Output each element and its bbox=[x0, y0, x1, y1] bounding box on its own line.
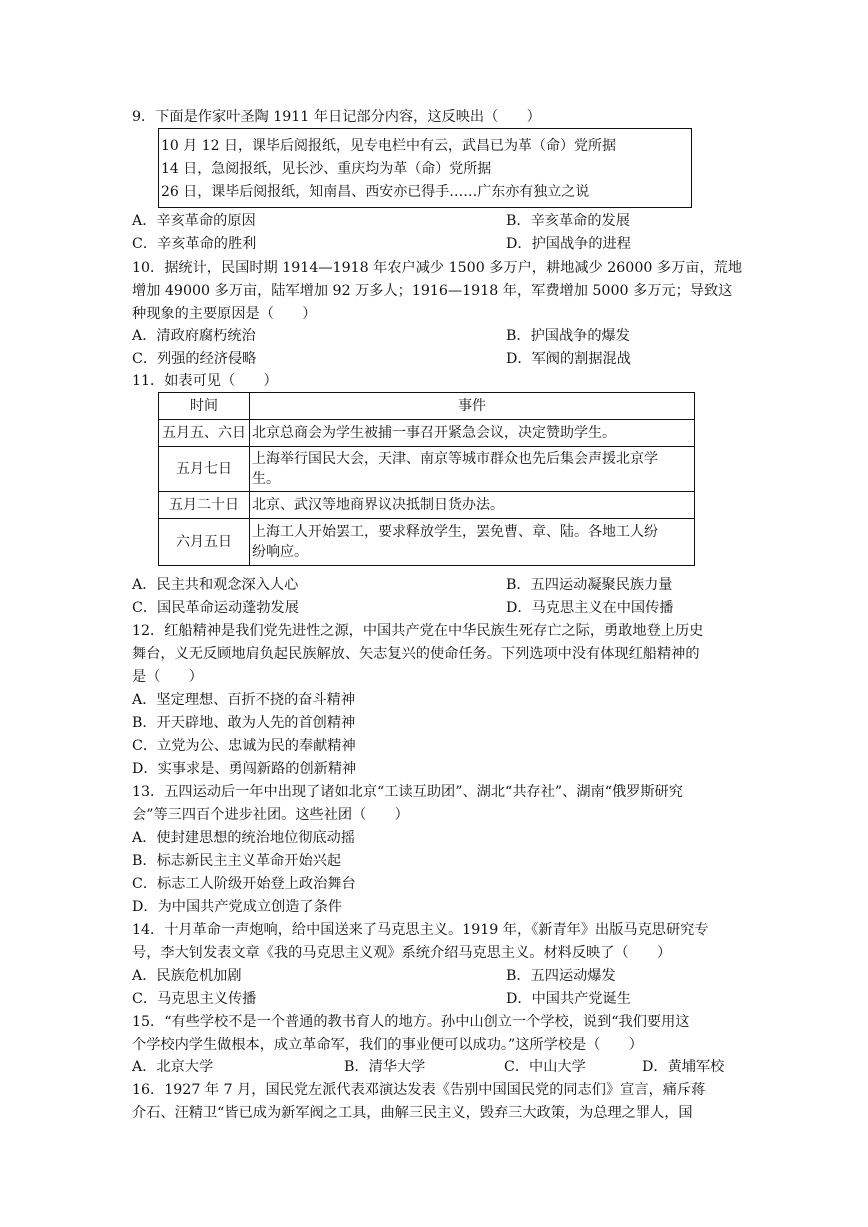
q10-option-a[interactable]: A．清政府腐朽统治 bbox=[132, 328, 256, 344]
q10-stem: 种现象的主要原因是（ ） bbox=[132, 306, 317, 322]
table-cell-event: 北京总商会为学生被捕一事召开紧急会议，决定赞助学生。 bbox=[250, 420, 695, 447]
q10-stem: 10．据统计，民国时期 1914—1918 年农户减少 1500 多万户，耕地减少 26000 多万亩，荒地 bbox=[132, 260, 743, 276]
q10-option-d[interactable]: D．军阀的割据混战 bbox=[506, 351, 631, 367]
table-header-event: 事件 bbox=[250, 393, 695, 420]
table-cell-event: 北京、武汉等地商界议决抵制日货办法。 bbox=[250, 492, 695, 519]
q13-option-c[interactable]: C．标志工人阶级开始登上政治舞台 bbox=[132, 876, 356, 892]
q10-option-b[interactable]: B．护国战争的爆发 bbox=[506, 328, 630, 344]
q12-option-b[interactable]: B．开天辟地、敢为人先的首创精神 bbox=[132, 715, 356, 731]
table-cell-time: 六月五日 bbox=[159, 519, 250, 566]
q9-quote-box bbox=[158, 128, 692, 208]
q14-option-a[interactable]: A．民族危机加剧 bbox=[132, 968, 242, 984]
q13-stem: 会”等三四百个进步社团。这些社团（ ） bbox=[132, 807, 409, 823]
q9-quote-line: 10 月 12 日，课毕后阅报纸，见专电栏中有云，武昌已为革（命）党所据 bbox=[161, 138, 616, 154]
q9-stem: 9．下面是作家叶圣陶 1911 年日记部分内容，这反映出（ ） bbox=[132, 109, 541, 125]
q9-quote-line: 14 日，急阅报纸，见长沙、重庆均为革（命）党所据 bbox=[161, 161, 492, 177]
q14-option-b[interactable]: B．五四运动爆发 bbox=[506, 968, 616, 984]
q11-events-table bbox=[158, 392, 695, 566]
table-cell-event-line: 生。 bbox=[252, 471, 280, 487]
q11-option-b[interactable]: B．五四运动凝聚民族力量 bbox=[506, 577, 673, 593]
q10-option-c[interactable]: C．列强的经济侵略 bbox=[132, 351, 257, 367]
q11-stem: 11．如表可见（ ） bbox=[132, 373, 278, 389]
table-cell-event-line: 上海举行国民大会，天津、南京等城市群众也先后集会声援北京学 bbox=[252, 451, 658, 467]
table-row bbox=[159, 420, 695, 447]
q15-option-d[interactable]: D．黄埔军校 bbox=[642, 1059, 725, 1075]
table-row bbox=[159, 519, 695, 566]
q12-option-d[interactable]: D．实事求是、勇闯新路的创新精神 bbox=[132, 761, 357, 777]
q11-option-a[interactable]: A．民主共和观念深入人心 bbox=[132, 577, 299, 593]
table-cell-event bbox=[250, 519, 695, 566]
q10-stem: 增加 49000 多万亩，陆军增加 92 万多人；1916—1918 年，军费增加 5000 多万元；导致这 bbox=[132, 283, 733, 299]
q9-option-b[interactable]: B．辛亥革命的发展 bbox=[506, 213, 630, 229]
q16-stem: 介石、汪精卫“皆已成为新军阀之工具，曲解三民主义，毁弃三大政策，为总理之罪人，国 bbox=[132, 1105, 693, 1121]
q15-option-b[interactable]: B．清华大学 bbox=[344, 1059, 426, 1075]
table-cell-event bbox=[250, 447, 695, 492]
q12-option-a[interactable]: A．坚定理想、百折不挠的奋斗精神 bbox=[132, 692, 356, 708]
table-row bbox=[159, 447, 695, 492]
q11-option-c[interactable]: C．国民革命运动蓬勃发展 bbox=[132, 600, 299, 616]
q12-stem: 舞台，义无反顾地肩负起民族解放、矢志复兴的使命任务。下列选项中没有体现红船精神的 bbox=[132, 646, 700, 662]
q12-stem: 12．红船精神是我们党先进性之源，中国共产党在中华民族生死存亡之际，勇敢地登上历史 bbox=[132, 623, 704, 639]
q12-option-c[interactable]: C．立党为公、忠诚为民的奉献精神 bbox=[132, 738, 356, 754]
q11-option-d[interactable]: D．马克思主义在中国传播 bbox=[506, 600, 674, 616]
q14-option-c[interactable]: C．马克思主义传播 bbox=[132, 991, 257, 1007]
q9-quote-line: 26 日，课毕后阅报纸，知南昌、西安亦已得手……广东亦有独立之说 bbox=[161, 184, 590, 200]
q13-option-b[interactable]: B．标志新民主主义革命开始兴起 bbox=[132, 853, 342, 869]
table-cell-time: 五月七日 bbox=[159, 447, 250, 492]
table-cell-event-line: 上海工人开始罢工，要求释放学生，罢免曹、章、陆。各地工人纷 bbox=[252, 524, 658, 540]
q13-stem: 13．五四运动后一年中出现了诸如北京“工读互助团”、湖北“共存社”、湖南“俄罗斯研究 bbox=[132, 784, 683, 800]
q9-option-c[interactable]: C．辛亥革命的胜利 bbox=[132, 236, 257, 252]
q9-option-d[interactable]: D．护国战争的进程 bbox=[506, 236, 631, 252]
q14-stem: 14．十月革命一声炮响，给中国送来了马克思主义。1919 年，《新青年》出版马克思研究专 bbox=[132, 922, 709, 938]
q14-option-d[interactable]: D．中国共产党诞生 bbox=[506, 991, 631, 1007]
q15-option-a[interactable]: A．北京大学 bbox=[132, 1059, 214, 1075]
table-cell-time: 五月五、六日 bbox=[159, 420, 250, 447]
q13-option-d[interactable]: D．为中国共产党成立创造了条件 bbox=[132, 899, 343, 915]
q13-option-a[interactable]: A．使封建思想的统治地位彻底动摇 bbox=[132, 830, 356, 846]
table-row bbox=[159, 492, 695, 519]
q16-stem: 16．1927 年 7 月，国民党左派代表邓演达发表《告别中国国民党的同志们》宣言，痛斥蒋 bbox=[132, 1082, 706, 1098]
q15-stem: 个学校内学生做根本，成立革命军，我们的事业便可以成功。”这所学校是（ ） bbox=[132, 1037, 643, 1053]
table-cell-time: 五月二十日 bbox=[159, 492, 250, 519]
q12-stem: 是（ ） bbox=[132, 669, 203, 685]
q14-stem: 号，李大钊发表文章《我的马克思主义观》系统介绍马克思主义。材料反映了（ ） bbox=[132, 945, 672, 961]
table-cell-event-line: 纷响应。 bbox=[252, 544, 308, 560]
q9-option-a[interactable]: A．辛亥革命的原因 bbox=[132, 213, 256, 229]
table-header-time: 时间 bbox=[159, 393, 250, 420]
q15-stem: 15．“有些学校不是一个普通的教书育人的地方。孙中山创立一个学校，说到“我们要用这 bbox=[132, 1014, 690, 1030]
q15-option-c[interactable]: C．中山大学 bbox=[504, 1059, 586, 1075]
